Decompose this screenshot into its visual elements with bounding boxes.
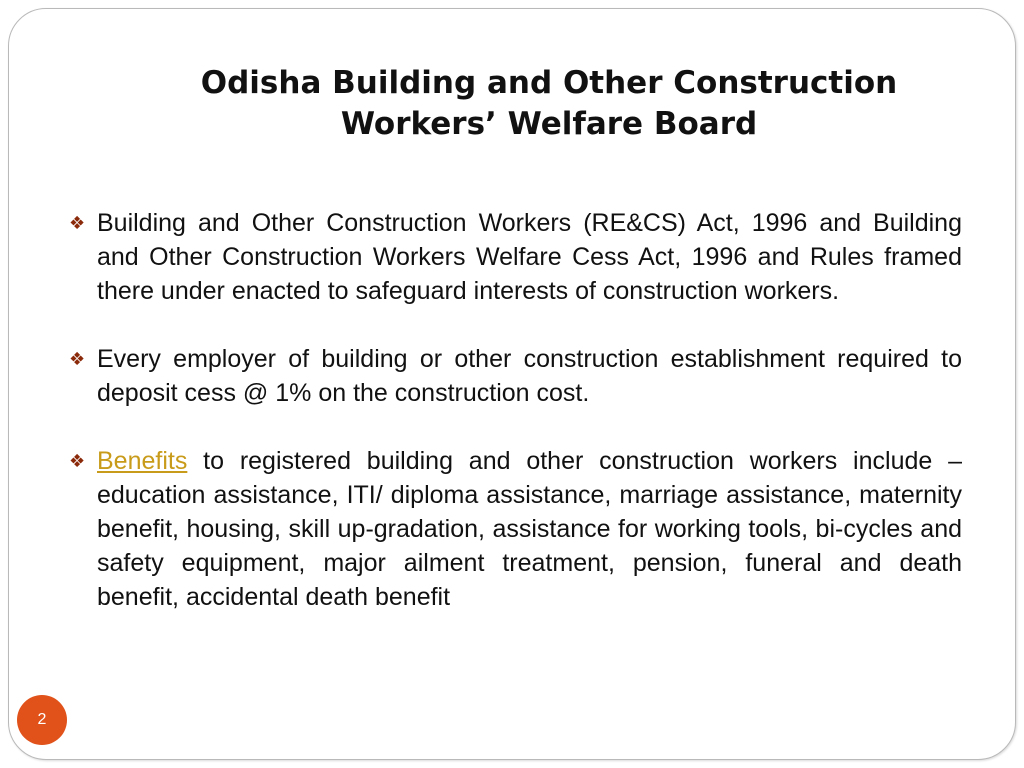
bullet-item-cess xyxy=(69,342,962,410)
bullet-list xyxy=(69,206,962,648)
slide-frame xyxy=(8,8,1016,760)
page-number-badge: 2 xyxy=(17,695,67,745)
slide-title-line-1: Odisha Building and Other Construction xyxy=(200,65,898,101)
diamond-bullet-icon: ❖ xyxy=(69,213,86,233)
bullet-text: Building and Other Construction Workers (RE&CS) Act, 1996 and Building and Other Construction Workers Welfare Cess Act, 1996 and Rules framed there under enacted to safeguard interests of construction workers. xyxy=(97,209,962,305)
bullet-item-act xyxy=(69,206,962,308)
diamond-bullet-icon: ❖ xyxy=(69,349,86,369)
slide-title xyxy=(139,63,959,145)
diamond-bullet-icon: ❖ xyxy=(69,451,86,471)
bullet-text: to registered building and other construction workers include – education assistance, ITI/ diploma assistance, marriage assistance, maternity benefit, housing, skill up-gradation, assistance for working tools, bi-cycles and safety equipment, major ailment treatment, pension, funeral and death benefit, accidental death benefit xyxy=(97,447,962,611)
bullet-text: Every employer of building or other construction establishment required to deposit cess @ 1% on the construction cost. xyxy=(97,345,962,407)
slide-title-line-2: Workers’ Welfare Board xyxy=(340,106,758,142)
benefits-link[interactable]: Benefits xyxy=(97,447,188,475)
bullet-item-benefits xyxy=(69,444,962,614)
